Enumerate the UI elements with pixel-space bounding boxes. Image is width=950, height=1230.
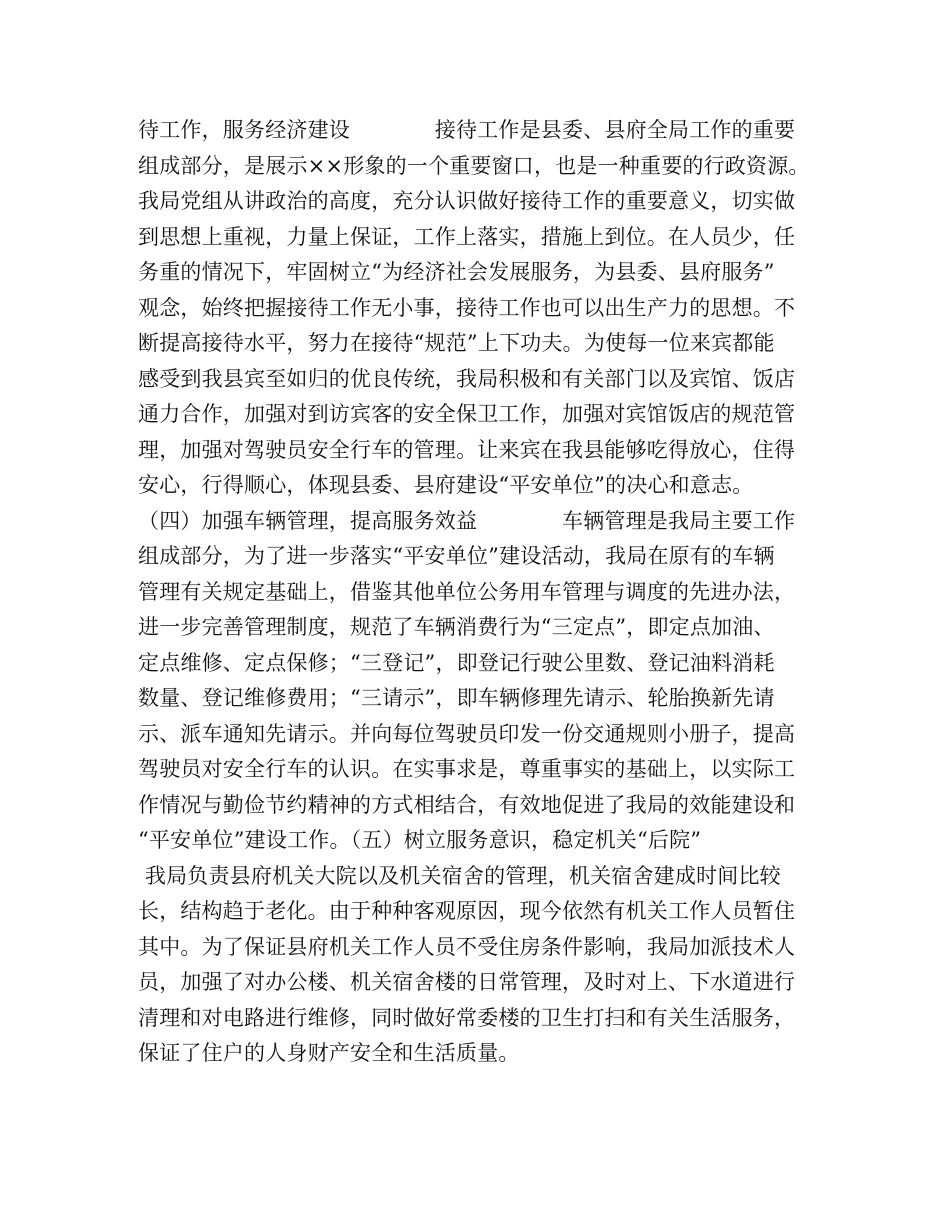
body-text <box>138 113 838 1072</box>
text-line: 我局负责县府机关大院以及机关宿舍的管理，机关宿舍建成时间比较 <box>138 863 781 888</box>
text-line: 其中。为了保证县府机关工作人员不受住房条件影响，我局加派技术人 <box>138 934 796 959</box>
text-line: 通力合作，加强对到访宾客的安全保卫工作，加强对宾馆饭店的规范管 <box>138 402 796 426</box>
text-line: “平安单位”建设工作。（五）树立服务意识，稳定机关“后院” <box>138 828 702 852</box>
text-line: （四）加强车辆管理，提高服务效益 车辆管理是我局主要工作 <box>138 508 796 533</box>
text-line: 保证了住户的人身财产安全和生活质量。 <box>138 1041 520 1065</box>
text-line: 数量、登记维修费用；“三请示”，即车辆修理先请示、轮胎换新先请 <box>138 686 775 710</box>
text-line: 清理和对电路进行维修，同时做好常委楼的卫生打扫和有关生活服务， <box>138 1005 796 1030</box>
text-line: 我局党组从讲政治的高度，充分认识做好接待工作的重要意义，切实做 <box>138 189 796 213</box>
text-line: 作情况与勤俭节约精神的方式相结合，有效地促进了我局的效能建设和 <box>138 792 796 817</box>
text-line: 长，结构趋于老化。由于种种客观原因，现今依然有机关工作人员暂住 <box>138 899 796 923</box>
text-line: 感受到我县宾至如归的优良传统，我局积极和有关部门以及宾馆、饭店 <box>138 366 796 391</box>
text-line: 断提高接待水平，努力在接待“规范”上下功夫。为使每一位来宾都能 <box>138 331 775 355</box>
text-line: 示、派车通知先请示。并向每位驾驶员印发一份交通规则小册子，提高 <box>138 721 796 746</box>
text-line: 理，加强对驾驶员安全行车的管理。让来宾在我县能够吃得放心，住得 <box>138 437 796 462</box>
text-line: 务重的情况下，牢固树立“为经济社会发展服务，为县委、县府服务” <box>138 260 775 284</box>
text-line: 安心，行得顺心，体现县委、县府建设“平安单位”的决心和意志。 <box>138 473 754 497</box>
text-line: 驾驶员对安全行车的认识。在实事求是，尊重事实的基础上，以实际工 <box>138 757 796 781</box>
text-line: 管理有关规定基础上，借鉴其他单位公务用车管理与调度的先进办法， <box>138 579 796 604</box>
text-line: 组成部分，是展示××形象的一个重要窗口，也是一种重要的行政资源。 <box>138 153 810 178</box>
text-line: 待工作，服务经济建设 接待工作是县委、县府全局工作的重要 <box>138 118 796 142</box>
text-line: 定点维修、定点保修；“三登记”，即登记行驶公里数、登记油料消耗 <box>138 650 775 675</box>
text-line: 员，加强了对办公楼、机关宿舍楼的日常管理，及时对上、下水道进行 <box>138 970 796 994</box>
text-line: 组成部分，为了进一步落实“平安单位”建设活动，我局在原有的车辆 <box>138 544 775 568</box>
text-line: 到思想上重视，力量上保证，工作上落实，措施上到位。在人员少，任 <box>138 224 796 249</box>
text-line: 观念，始终把握接待工作无小事，接待工作也可以出生产力的思想。不 <box>138 295 796 320</box>
text-line: 进一步完善管理制度，规范了车辆消费行为“三定点”，即定点加油、 <box>138 615 775 639</box>
